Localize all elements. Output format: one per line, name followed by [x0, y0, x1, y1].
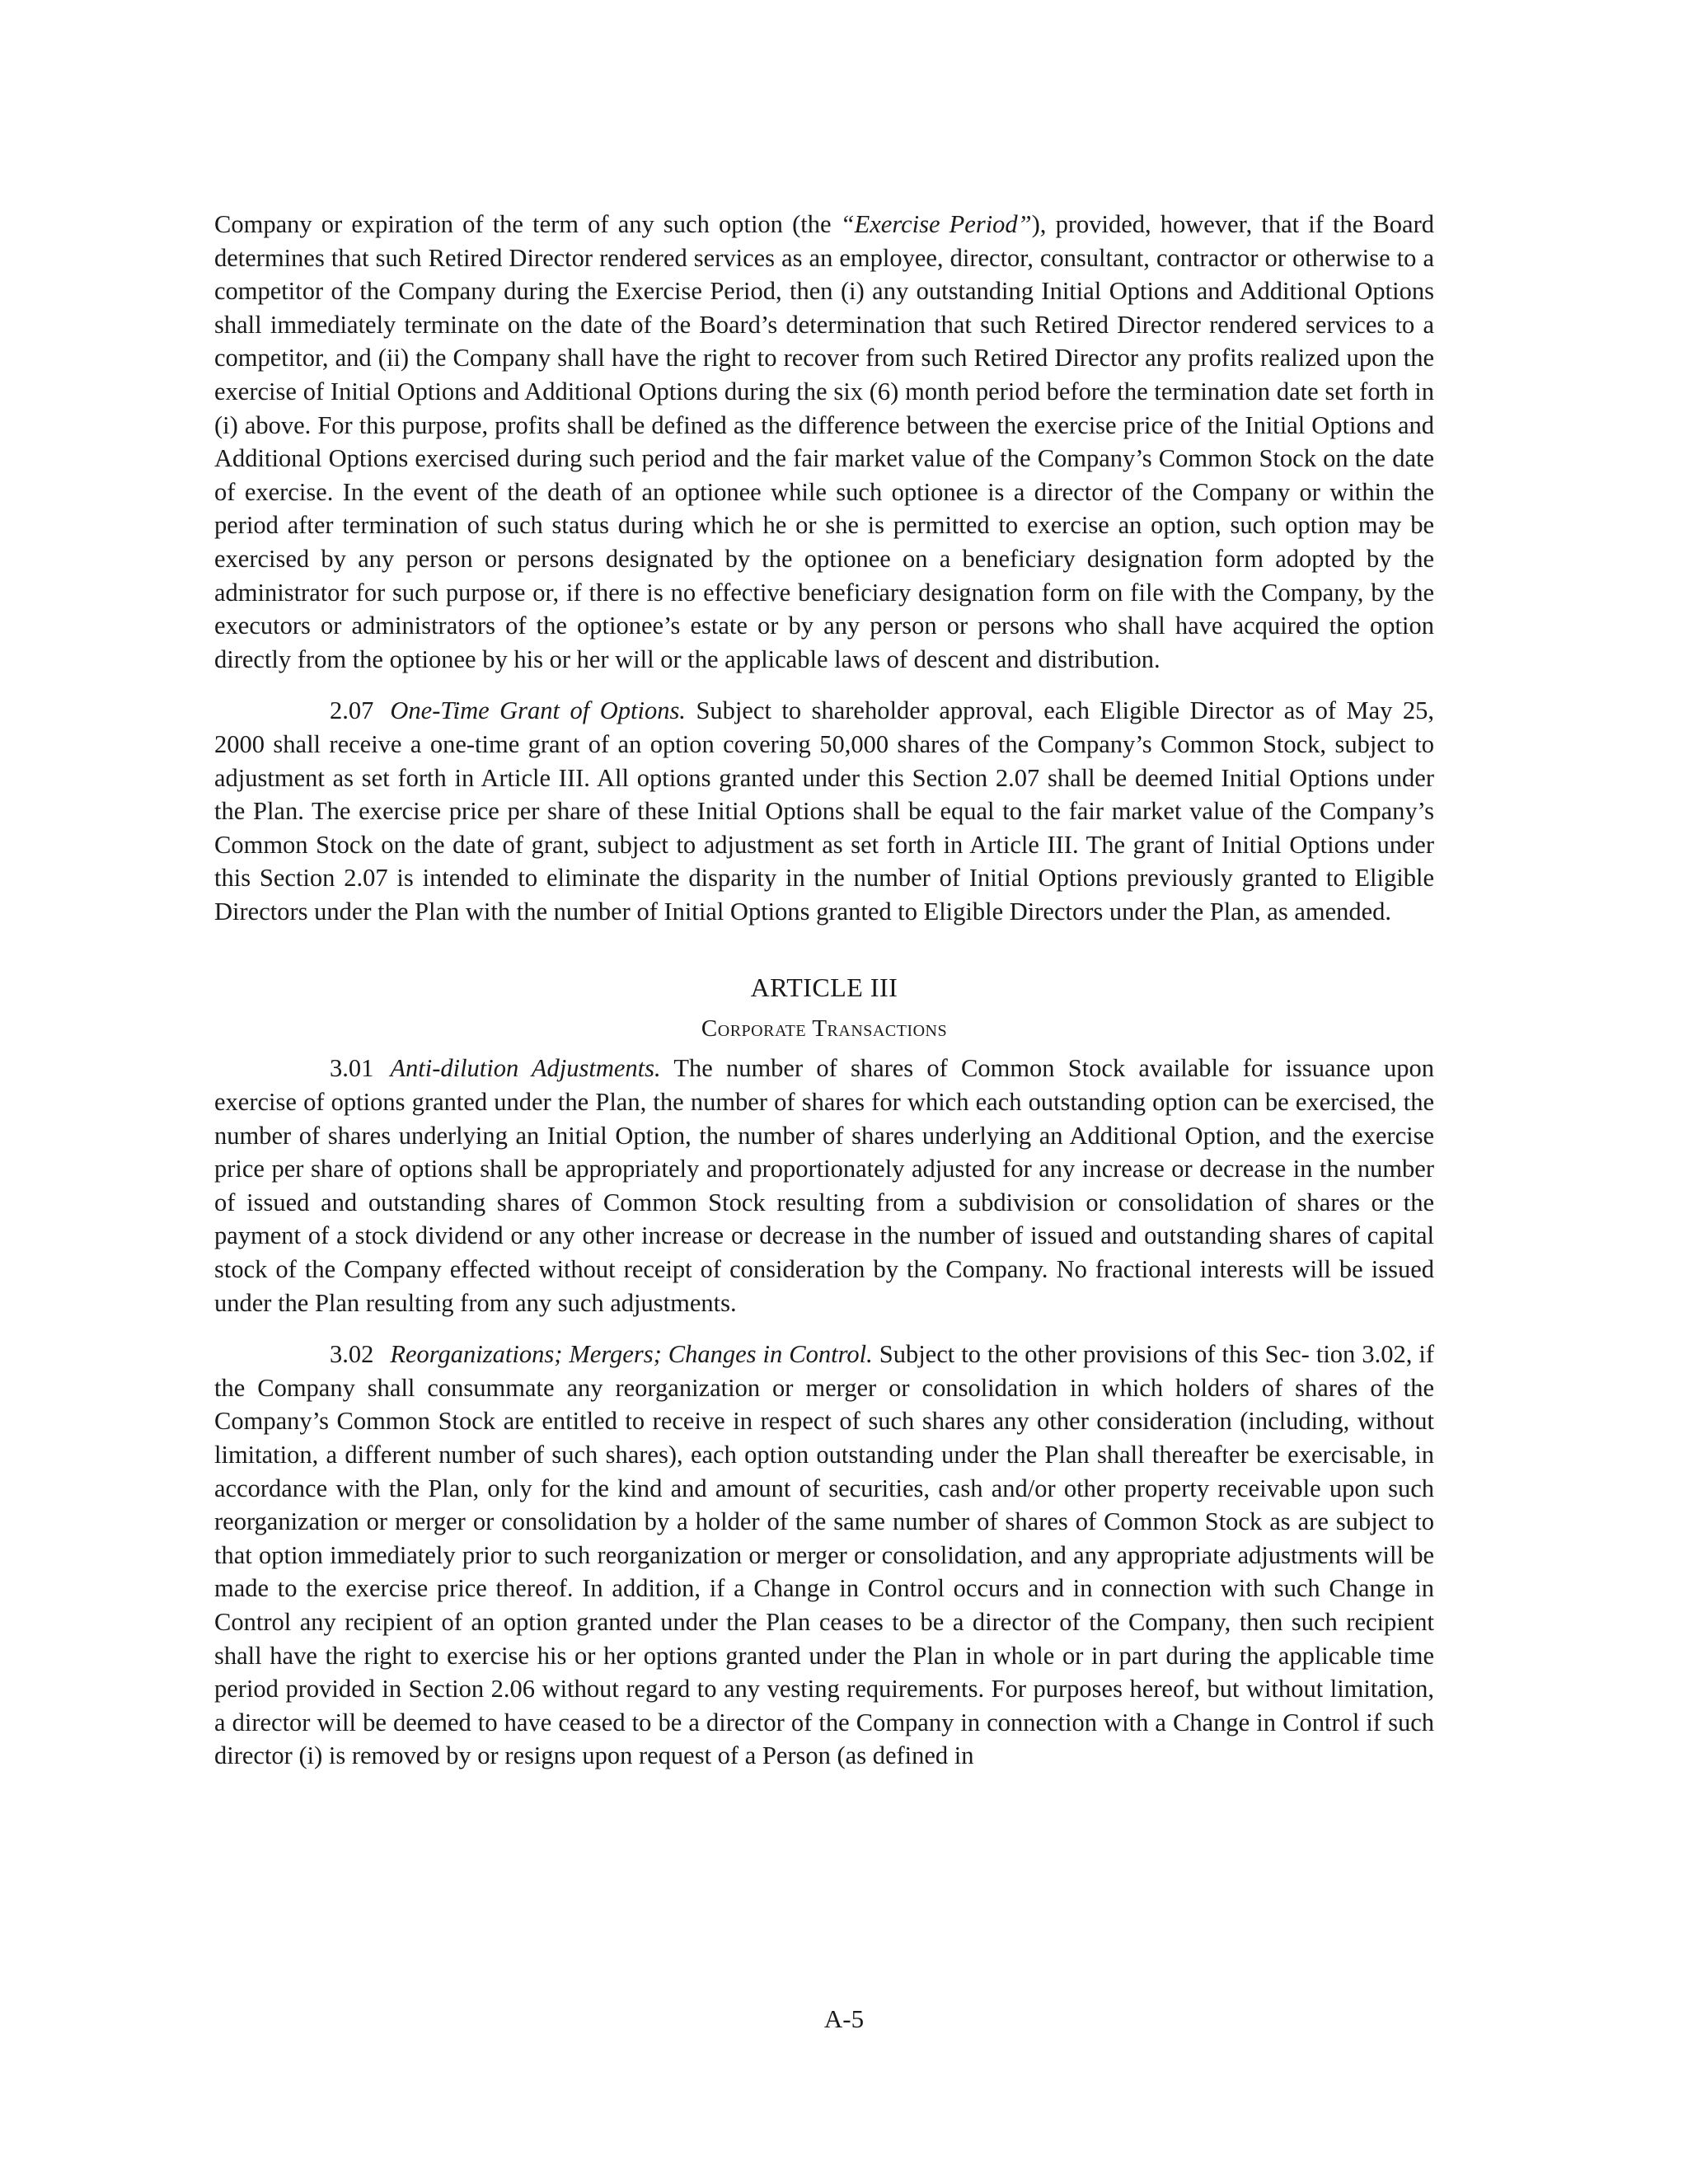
article-heading: ARTICLE III [750, 972, 898, 1003]
section-3-01 [214, 1052, 1434, 1319]
paragraph-text: Company or expiration of the term of any such option (the [214, 210, 841, 238]
paragraph-text: ), provided, however, that if the Board determines that such Retired Director rendered services as an employee, director, consultant, contractor or otherwise to a competitor of the Company during the Exercise Period, then (i) any outstanding Initial Options and Additional Options shall immediately terminate on the date of the Board’s determination that such Retired Director rendered services to a competitor, and (ii) the Company shall have the right to recover from such Retired Director any profits realized upon the exercise of Initial Options and Additional Options during the six (6) month period before the termination date set forth in (i) above. For this purpose, profits shall be defined as the difference between the exercise price of the Initial Options and Additional Options exercised during such period and the fair market value of the Company’s Common Stock on the date of exercise. In the event of the death of an optionee while such optionee is a director of the Company or within the period after termination of such status during which he or she is permitted to exercise an option, such option may be exercised by any person or persons designated by the optionee on a beneficiary designation form adopted by the administrator for such purpose or, if there is no effective beneficiary designation form on file with the Company, by the executors or administrators of the optionee’s estate or by any person or persons who shall have acquired the option directly from the optionee by his or her will or the applicable laws of descent and distribution. [214, 210, 1434, 673]
defined-term: “Exercise Period” [840, 210, 1032, 238]
section-title: Anti-dilution Adjustments. [390, 1054, 661, 1083]
section-3-02 [214, 1338, 1434, 1773]
section-body: The number of shares of Common Stock available for issuance upon exercise of options granted under the Plan, the number of shares for which each outstanding option can be exercised, the number of shares underlying an Initial Option, the number of shares underlying an Additional Option, and the exercise price per share of options shall be appropriately and proportionately adjusted for any increase or decrease in the number of issued and outstanding shares of Common Stock resulting from a subdivision or consolidation of shares or the payment of a stock dividend or any other increase or decrease in the number of issued and outstanding shares of capital stock of the Company effected without receipt of consideration by the Company. No fractional interests will be issued under the Plan resulting from any such adjustments. [214, 1054, 1435, 1317]
document-page [214, 208, 1434, 1773]
section-body: Subject to the other provisions of this Sec- tion 3.02, if the Company shall consummate any reorganization or merger or consolidation in which holders of shares of the Company’s Common Stock are entitled to receive in respect of such shares any other consideration (including, without limitation, a different number of such shares), each option outstanding under the Plan shall thereafter be exercisable, in accordance with the Plan, only for the kind and amount of securities, cash and/or other property receivable upon such reorganization or merger or consolidation by a holder of the same number of shares of Common Stock as are subject to that option immediately prior to such reorganization or merger or consolidation, and any appropriate adjustments will be made to the exercise price thereof. In addition, if a Change in Control occurs and in connection with such Change in Control any recipient of an option granted under the Plan ceases to be a director of the Company, then such recipient shall have the right to exercise his or her options granted under the Plan in whole or in part during the applicable time period provided in Section 2.06 without regard to any vesting requirements. For purposes hereof, but without limitation, a director will be deemed to have ceased to be a director of the Company in connection with a Change in Control if such director (i) is removed by or resigns upon request of a Person (as defined in [214, 1340, 1434, 1770]
section-body: Subject to shareholder approval, each Eligible Director as of May 25, 2000 shall receive a one-time grant of an option covering 50,000 shares of the Company’s Common Stock, subject to adjustment as set forth in Article III. All options granted under this Section 2.07 shall be deemed Initial Options under the Plan. The exercise price per share of these Initial Options shall be equal to the fair market value of the Company’s Common Stock on the date of grant, subject to adjustment as set forth in Article III. The grant of Initial Options under this Section 2.07 is intended to eliminate the disparity in the number of Initial Options previously granted to Eligible Directors under the Plan with the number of Initial Options granted to Eligible Directors under the Plan, as amended. [214, 696, 1434, 926]
section-number: 3.01 [330, 1054, 374, 1083]
paragraph-exercise-period [214, 208, 1434, 676]
section-2-07 [214, 694, 1434, 928]
section-title: Reorganizations; Mergers; Changes in Control. [390, 1340, 873, 1369]
page-number: A-5 [823, 2004, 865, 2033]
section-title: One-Time Grant of Options. [390, 696, 686, 725]
section-number: 2.07 [330, 696, 374, 725]
section-number: 3.02 [330, 1340, 374, 1369]
article-subheading: Corporate Transactions [701, 1015, 948, 1043]
